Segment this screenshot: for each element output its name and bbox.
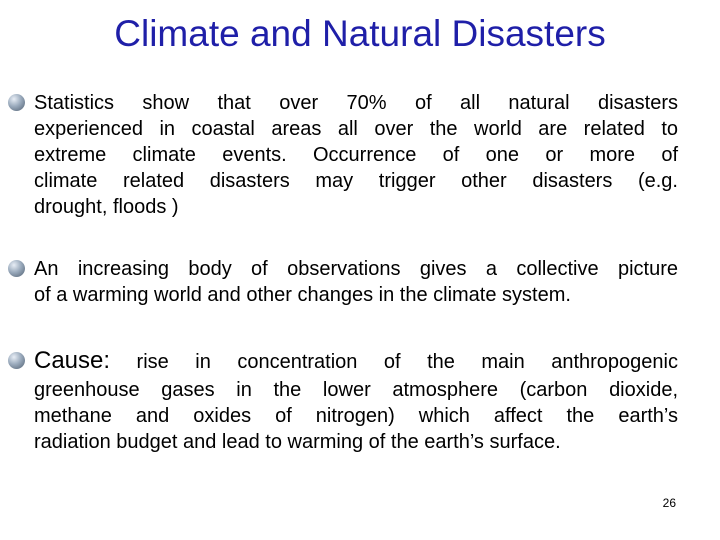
sphere-bullet-icon [8,352,25,369]
sphere-bullet-icon [8,94,25,111]
bullet-line: drought, floods ) [34,196,179,218]
bullet-text [34,256,678,308]
bullet-line: radiation budget and lead to warming of the earth’s surface. [34,431,561,453]
bullet-line: greenhouse gases in the lower atmosphere (carbon dioxide, [34,379,678,401]
page-number: 26 [662,496,676,510]
cause-label: Cause: [34,347,111,374]
bullet-line: Statistics show that over 70% of all natural disasters [34,92,678,114]
bullet-line: An increasing body of observations gives a collective picture [34,258,678,280]
bullet-first-line [34,346,678,377]
sphere-bullet-icon [8,260,25,277]
bullet-line: of a warming world and other changes in the climate system. [34,284,571,306]
cause-first-line-text: rise in concentration of the main anthropogenic [110,351,678,373]
slide-title: Climate and Natural Disasters [114,13,606,54]
bullet-line: climate related disasters may trigger other disasters (e.g. [34,170,678,192]
bullet-line: experienced in coastal areas all over the world are related to [34,118,678,140]
bullet-text [34,346,678,455]
bullet-line: methane and oxides of nitrogen) which affect the earth’s [34,405,678,427]
bullet-line: extreme climate events. Occurrence of one or more of [34,144,678,166]
bullet-text [34,90,678,220]
